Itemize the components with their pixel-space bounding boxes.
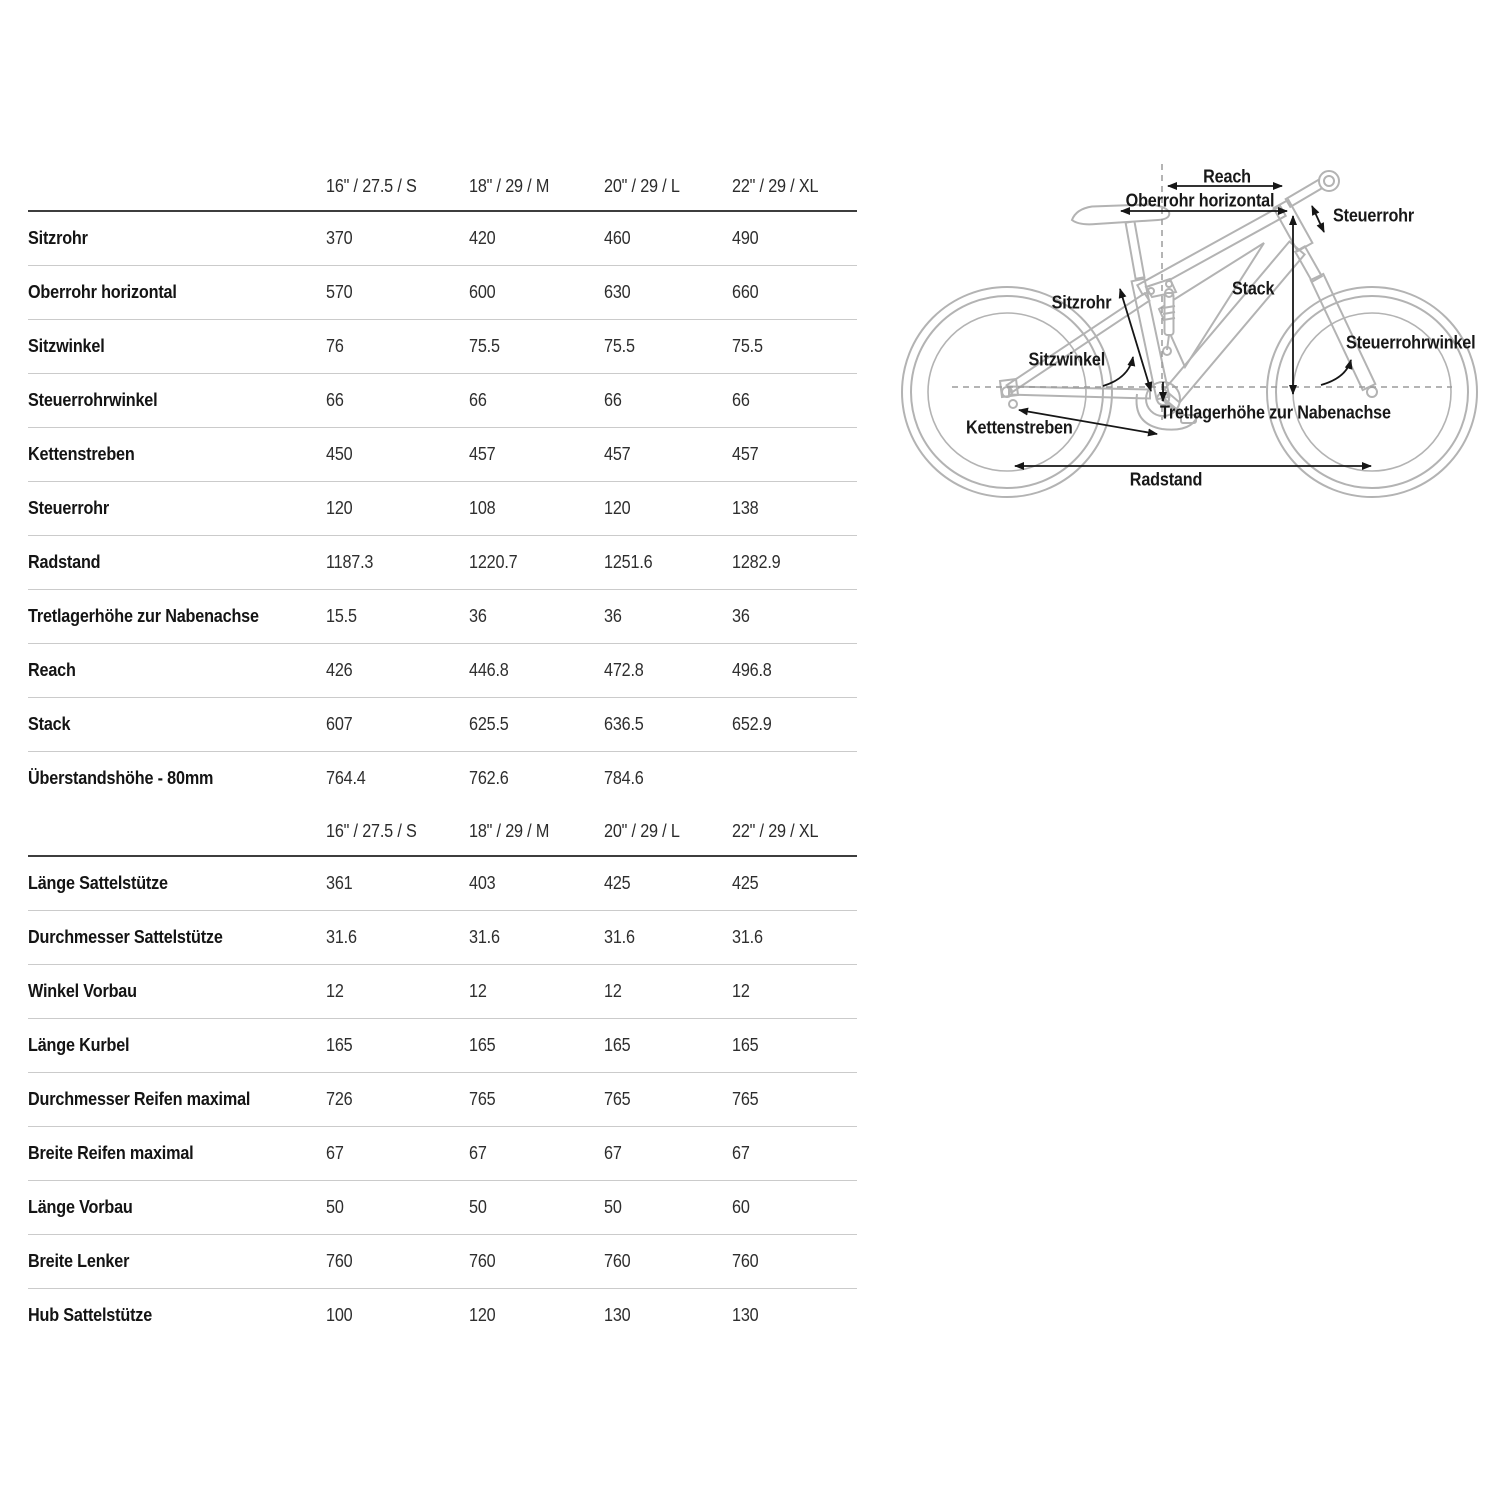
table-row — [28, 320, 857, 374]
diagram-label-steuerrohr: Steuerrohr — [1333, 205, 1415, 226]
row-value-l: 784.6 — [604, 768, 644, 788]
row-label: Winkel Vorbau — [28, 981, 137, 1001]
column-header-s: 16" / 27.5 / S — [326, 176, 417, 196]
row-value-xl: 75.5 — [732, 336, 763, 356]
row-value-m: 12 — [469, 981, 487, 1001]
row-value-xl: 496.8 — [732, 660, 772, 680]
diagram-label-kettenstreben: Kettenstreben — [966, 417, 1073, 438]
row-value-s: 607 — [326, 714, 353, 734]
row-value-s: 726 — [326, 1089, 353, 1109]
row-value-s: 120 — [326, 498, 353, 518]
row-label: Länge Vorbau — [28, 1197, 133, 1217]
steuerrohr-arrow — [1312, 206, 1324, 232]
row-value-l: 636.5 — [604, 714, 644, 734]
row-value-xl: 490 — [732, 228, 759, 248]
table-row — [28, 374, 857, 428]
row-value-m: 420 — [469, 228, 496, 248]
row-value-xl: 12 — [732, 981, 750, 1001]
row-label: Steuerrohr — [28, 498, 110, 518]
diagram-label-steuerrohrwinkel: Steuerrohrwinkel — [1346, 332, 1476, 353]
row-value-xl: 130 — [732, 1305, 759, 1325]
row-value-xl: 660 — [732, 282, 759, 302]
row-value-l: 120 — [604, 498, 631, 518]
table-row — [28, 1235, 857, 1289]
row-value-m: 50 — [469, 1197, 487, 1217]
table-row — [28, 266, 857, 320]
table-row — [28, 1019, 857, 1073]
row-value-l: 460 — [604, 228, 631, 248]
diagram-label-sitzrohr: Sitzrohr — [1051, 292, 1111, 313]
bike-geometry-diagram — [900, 150, 1500, 510]
column-header-m: 18" / 29 / M — [469, 176, 550, 196]
row-value-s: 426 — [326, 660, 353, 680]
row-value-xl — [732, 768, 857, 789]
row-value-m: 446.8 — [469, 660, 509, 680]
row-label: Durchmesser Sattelstütze — [28, 927, 223, 947]
table-row — [28, 1181, 857, 1235]
row-label: Breite Lenker — [28, 1251, 130, 1271]
row-label: Hub Sattelstütze — [28, 1305, 153, 1325]
row-value-m: 625.5 — [469, 714, 509, 734]
row-label: Steuerrohrwinkel — [28, 390, 158, 410]
row-value-l: 165 — [604, 1035, 631, 1055]
row-value-m: 403 — [469, 873, 496, 893]
table-row — [28, 212, 857, 266]
diagram-label-tretlagerhoehe: Tretlagerhöhe zur Nabenachse — [1160, 402, 1391, 423]
row-value-s: 50 — [326, 1197, 344, 1217]
row-value-m: 75.5 — [469, 336, 500, 356]
row-value-xl: 1282.9 — [732, 552, 781, 572]
row-value-s: 66 — [326, 390, 344, 410]
row-value-m: 31.6 — [469, 927, 500, 947]
row-value-s: 31.6 — [326, 927, 357, 947]
row-label: Länge Sattelstütze — [28, 873, 168, 893]
table-row — [28, 911, 857, 965]
row-value-xl: 66 — [732, 390, 750, 410]
diagram-label-sitzwinkel: Sitzwinkel — [1028, 349, 1105, 370]
row-value-s: 67 — [326, 1143, 344, 1163]
row-value-l: 75.5 — [604, 336, 635, 356]
row-label: Tretlagerhöhe zur Nabenachse — [28, 606, 259, 626]
row-value-l: 66 — [604, 390, 622, 410]
row-label: Überstandshöhe - 80mm — [28, 768, 214, 788]
row-label: Länge Kurbel — [28, 1035, 130, 1055]
row-label: Sitzrohr — [28, 228, 88, 248]
table-row — [28, 752, 857, 805]
steuerrohrwinkel-arc — [1321, 360, 1351, 385]
diagram-label-oberrohr: Oberrohr horizontal — [1125, 190, 1275, 211]
row-value-xl: 652.9 — [732, 714, 772, 734]
row-value-xl: 67 — [732, 1143, 750, 1163]
table-row — [28, 698, 857, 752]
row-label: Kettenstreben — [28, 444, 135, 464]
row-value-s: 15.5 — [326, 606, 357, 626]
column-header-xl: 22" / 29 / XL — [732, 176, 819, 196]
components-table-header — [28, 808, 857, 857]
row-value-xl: 165 — [732, 1035, 759, 1055]
diagram-label-stack: Stack — [1232, 278, 1275, 299]
row-value-s: 76 — [326, 336, 344, 356]
row-value-m: 1220.7 — [469, 552, 518, 572]
table-row — [28, 857, 857, 911]
row-value-s: 370 — [326, 228, 353, 248]
row-value-l: 36 — [604, 606, 622, 626]
table-row — [28, 428, 857, 482]
row-value-m: 760 — [469, 1251, 496, 1271]
row-value-l: 67 — [604, 1143, 622, 1163]
row-value-s: 100 — [326, 1305, 353, 1325]
geometry-table-header — [28, 163, 857, 212]
row-value-l: 457 — [604, 444, 631, 464]
row-value-m: 120 — [469, 1305, 496, 1325]
row-value-s: 1187.3 — [326, 552, 374, 572]
row-value-l: 425 — [604, 873, 631, 893]
row-value-s: 450 — [326, 444, 353, 464]
row-value-m: 762.6 — [469, 768, 509, 788]
column-header-m: 18" / 29 / M — [469, 821, 550, 841]
row-value-l: 765 — [604, 1089, 631, 1109]
row-value-xl: 765 — [732, 1089, 759, 1109]
table-row — [28, 965, 857, 1019]
row-value-xl: 60 — [732, 1197, 750, 1217]
row-value-m: 600 — [469, 282, 496, 302]
row-value-l: 31.6 — [604, 927, 635, 947]
column-header-s: 16" / 27.5 / S — [326, 821, 417, 841]
row-value-s: 165 — [326, 1035, 353, 1055]
row-value-xl: 138 — [732, 498, 759, 518]
row-value-m: 66 — [469, 390, 487, 410]
row-value-m: 67 — [469, 1143, 487, 1163]
row-label: Breite Reifen maximal — [28, 1143, 194, 1163]
row-label: Sitzwinkel — [28, 336, 105, 356]
column-header-l: 20" / 29 / L — [604, 176, 680, 196]
row-label: Stack — [28, 714, 71, 734]
row-value-m: 108 — [469, 498, 496, 518]
row-value-m: 165 — [469, 1035, 496, 1055]
row-value-l: 472.8 — [604, 660, 644, 680]
row-value-xl: 457 — [732, 444, 759, 464]
components-table — [28, 808, 857, 1342]
row-value-m: 36 — [469, 606, 487, 626]
table-row — [28, 590, 857, 644]
row-value-s: 570 — [326, 282, 353, 302]
row-value-s: 760 — [326, 1251, 353, 1271]
row-value-l: 760 — [604, 1251, 631, 1271]
row-value-l: 50 — [604, 1197, 622, 1217]
row-value-m: 457 — [469, 444, 496, 464]
row-label: Oberrohr horizontal — [28, 282, 177, 302]
row-label: Radstand — [28, 552, 101, 572]
row-value-m: 765 — [469, 1089, 496, 1109]
column-header-xl: 22" / 29 / XL — [732, 821, 819, 841]
row-label: Durchmesser Reifen maximal — [28, 1089, 251, 1109]
table-row — [28, 1289, 857, 1342]
row-value-s: 12 — [326, 981, 344, 1001]
row-label: Reach — [28, 660, 76, 680]
row-value-l: 630 — [604, 282, 631, 302]
column-header-l: 20" / 29 / L — [604, 821, 680, 841]
row-value-xl: 36 — [732, 606, 750, 626]
table-row — [28, 1127, 857, 1181]
row-value-l: 1251.6 — [604, 552, 653, 572]
row-value-l: 130 — [604, 1305, 631, 1325]
row-value-xl: 31.6 — [732, 927, 763, 947]
diagram-label-reach: Reach — [1203, 166, 1251, 187]
table-row — [28, 644, 857, 698]
table-row — [28, 1073, 857, 1127]
geometry-table — [28, 163, 857, 805]
row-value-l: 12 — [604, 981, 622, 1001]
row-value-s: 361 — [326, 873, 353, 893]
diagram-label-radstand: Radstand — [1129, 469, 1203, 490]
row-value-s: 764.4 — [326, 768, 366, 788]
table-row — [28, 536, 857, 590]
row-value-xl: 760 — [732, 1251, 759, 1271]
table-row — [28, 482, 857, 536]
row-value-xl: 425 — [732, 873, 759, 893]
